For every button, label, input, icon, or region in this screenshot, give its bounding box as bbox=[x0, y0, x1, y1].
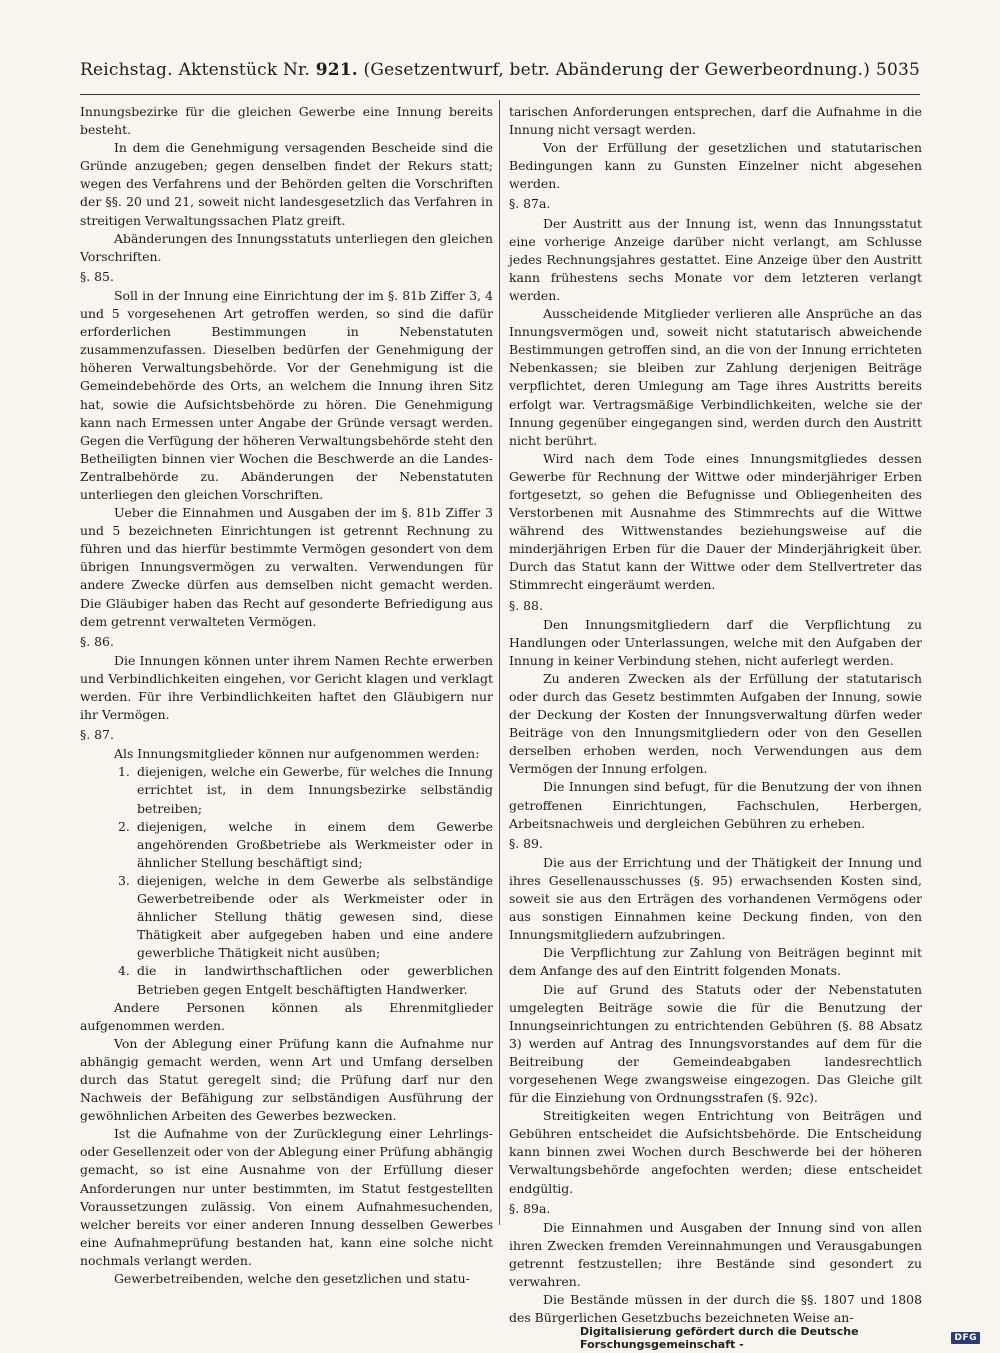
list-text: diejenigen, welche ein Gewerbe, für welches die Innung errichtet ist, in dem Innungsbezirke selbständig betreiben; bbox=[137, 764, 493, 816]
list-item bbox=[80, 872, 493, 962]
paragraph: Innungsbezirke für die gleichen Gewerbe eine Innung bereits besteht. bbox=[80, 104, 493, 138]
header-number: 921. bbox=[315, 60, 358, 80]
paragraph: Von der Erfüllung der gesetzlichen und statutarischen Bedingungen kann zu Gunsten Einzelner nicht abgesehen werden. bbox=[509, 140, 922, 192]
paragraph: Als Innungsmitglieder können nur aufgenommen werden: bbox=[114, 746, 480, 762]
list-item bbox=[80, 818, 493, 872]
list-number: 4. bbox=[118, 963, 130, 979]
paragraph: Soll in der Innung eine Einrichtung der im §. 81b Ziffer 3, 4 und 5 vorgesehenen Art getroffen werden, so sind die dafür erforderlichen Bestimmungen in Nebenstatuten zusammenzufassen. Dieselben bedürfen der Genehmigung der höheren Verwaltungsbehörde. Vor der Genehmigung ist die Gemeindebehörde des Orts, an welchem die Innung ihren Sitz hat, sowie die Aufsichtsbehörde zu hören. Die Genehmigung kann nach Ermessen unter Angabe der Gründe versagt werden. Gegen die Verfügung der höheren Verwaltungsbehörde steht den Betheiligten binnen vier Wochen die Beschwerde an die Landes-Zentralbehörde zu. Abänderungen der Nebenstatuten unterliegen den gleichen Vorschriften. bbox=[80, 287, 493, 502]
section-heading: §. 86. bbox=[80, 633, 114, 649]
section-heading: §. 89. bbox=[509, 835, 543, 851]
paragraph: Ausscheidende Mitglieder verlieren alle Ansprüche an das Innungsvermögen und, soweit nicht statutarisch abweichende Bestimmungen getroffen sind, an die von der Innung errichteten Nebenkassen; sie bleiben zur Zahlung derjenigen Beiträge verpflichtet, deren Umlegung am Tage ihres Austritts bereits erfolgt war. Vertragsmäßige Verbindlichkeiten, welche sie der Innung gegenüber eingegangen sind, werden durch den Austritt nicht berührt. bbox=[509, 306, 922, 448]
section-heading: §. 88. bbox=[509, 597, 543, 613]
list-number: 3. bbox=[118, 872, 130, 888]
paragraph: tarischen Anforderungen entsprechen, darf die Aufnahme in die Innung nicht versagt werden. bbox=[509, 104, 922, 138]
paragraph: Die auf Grund des Statuts oder der Nebenstatuten umgelegten Beiträge sowie die für die Benutzung der Innungseinrichtungen zu entrichtenden Gebühren (§. 88 Absatz 3) werden auf Antrag des Innungsvorstandes auf dem für die Beitreibung der Gemeindeabgaben landesrechtlich vorgesehenen Wege zwangsweise eingezogen. Das Gleiche gilt für die Einziehung von Ordnungsstrafen (§. 92c). bbox=[509, 981, 922, 1106]
list-item bbox=[80, 763, 493, 817]
header-title: (Gesetzentwurf, betr. Abänderung der Gewerbeordnung.) bbox=[363, 60, 871, 80]
section-heading: §. 87. bbox=[80, 727, 114, 743]
paragraph: Der Austritt aus der Innung ist, wenn das Innungsstatut eine vorherige Anzeige darüber nicht verlangt, am Schlusse jedes Rechnungsjahres gestattet. Eine Anzeige über den Austritt kann frühestens sechs Monate vor dem letzteren verlangt werden. bbox=[509, 215, 922, 303]
paragraph: Andere Personen können als Ehrenmitglieder aufgenommen werden. bbox=[80, 999, 493, 1033]
section-heading: §. 87a. bbox=[509, 196, 551, 212]
digitization-footer bbox=[580, 1325, 980, 1351]
list-text: die in landwirthschaftlichen oder gewerblichen Betrieben gegen Entgelt beschäftigten Handwerker. bbox=[137, 963, 493, 997]
paragraph: Gewerbetreibenden, welche den gesetzlichen und statu- bbox=[114, 1271, 470, 1286]
page-number: 5035 bbox=[875, 60, 920, 80]
list-text: diejenigen, welche in einem dem Gewerbe angehörenden Großbetriebe als Werkmeister oder in ähnlicher Stellung beschäftigt sind; bbox=[137, 818, 493, 870]
paragraph: Die aus der Errichtung und der Thätigkeit der Innung und ihres Gesellenausschusses (§. 95) erwachsenden Kosten sind, soweit sie aus den Erträgen des vorhandenen Vermögens oder aus sonstigen Einnahmen keine Deckung finden, von den Innungsmitgliedern aufzubringen. bbox=[509, 854, 922, 943]
paragraph: Abänderungen des Innungsstatuts unterliegen den gleichen Vorschriften. bbox=[80, 230, 493, 264]
paragraph: Ist die Aufnahme von der Zurücklegung einer Lehrlings- oder Gesellenzeit oder von der Ablegung einer Prüfung abhängig gemacht, so ist eine Ausnahme von der Erfüllung dieser Anforderungen nur unter bestimmten, im Statut festgestellten Voraussetzungen zulässig. Von einem Aufnahmesuchenden, welcher bereits vor einer anderen Innung desselben Gewerbes eine Aufnahmeprüfung bestanden hat, kann eine solche nicht nochmals verlangt werden. bbox=[80, 1126, 493, 1268]
footer-text: Digitalisierung gefördert durch die Deutsche Forschungsgemeinschaft - bbox=[580, 1325, 859, 1351]
paragraph: Die Verpflichtung zur Zahlung von Beiträgen beginnt mit dem Anfange des auf den Eintritt folgenden Monats. bbox=[509, 945, 922, 979]
paragraph: Zu anderen Zwecken als der Erfüllung der statutarisch oder durch das Gesetz bestimmten Aufgaben der Innung, sowie der Deckung der Kosten der Innungsverwaltung dürfen weder Beiträge von den Innungsmitgliedern oder von den Gesellen derselben erhoben werden, noch Verwendungen aus dem Vermögen der Innung erfolgen. bbox=[509, 670, 922, 777]
paragraph: In dem die Genehmigung versagenden Bescheide sind die Gründe anzugeben; gegen denselben findet der Rekurs statt; wegen des Verfahrens und der Behörden gelten die Vorschriften der §§. 20 und 21, soweit nicht landesgesetzlich das Verfahren in streitigen Verwaltungssachen Platz greift. bbox=[80, 140, 493, 228]
header-left: Reichstag. bbox=[80, 60, 173, 80]
header-rule bbox=[80, 94, 920, 95]
paragraph: Die Einnahmen und Ausgaben der Innung sind von allen ihren Zwecken fremden Vereinnahmungen und Verausgabungen getrennt festzustellen; ihre Bestände sind gesondert zu verwahren. bbox=[509, 1219, 922, 1289]
right-column bbox=[509, 103, 922, 1327]
paragraph: Die Innungen können unter ihrem Namen Rechte erwerben und Verbindlichkeiten eingehen, vor Gericht klagen und verklagt werden. Für ihre Verbindlichkeiten haftet den Gläubigern nur ihr Vermögen. bbox=[80, 652, 493, 723]
membership-list bbox=[80, 763, 493, 998]
header-title-group bbox=[173, 60, 876, 80]
paragraph: Streitigkeiten wegen Entrichtung von Beiträgen und Gebühren entscheidet die Aufsichtsbehörde. Die Entscheidung kann binnen zwei Wochen durch Beschwerde bei der höheren Verwaltungsbehörde angefochten werden; diese entscheidet endgültig. bbox=[509, 1108, 922, 1196]
paragraph: Die Innungen sind befugt, für die Benutzung der von ihnen getroffenen Einrichtungen, Fachschulen, Herbergen, Arbeitsnachweis und dergleichen Gebühren zu erheben. bbox=[509, 779, 922, 831]
page-header bbox=[80, 60, 920, 88]
paragraph: Ueber die Einnahmen und Ausgaben der im §. 81b Ziffer 3 und 5 bezeichneten Einrichtungen ist getrennt Rechnung zu führen und das hierfür bestimmte Vermögen gesondert von dem übrigen Innungsvermögen zu verwalten. Verwendungen für andere Zwecke dürfen aus demselben nicht gemacht werden. Die Gläubiger haben das Recht auf gesonderte Befriedigung aus dem getrennt verwalteten Vermögen. bbox=[80, 505, 493, 629]
paragraph: Wird nach dem Tode eines Innungsmitgliedes dessen Gewerbe für Rechnung der Wittwe oder minderjähriger Erben fortgesetzt, so gehen die Befugnisse und Obliegenheiten des Verstorbenen mit Ausnahme des Stimmrechts auf die Wittwe während des Wittwenstandes beziehungsweise auf die minderjährigen Erben für die Dauer der Minderjährigkeit über. Durch das Statut kann der Wittwe oder dem Stellvertreter das Stimmrecht eingeräumt werden. bbox=[509, 450, 922, 593]
column-divider bbox=[499, 100, 500, 1225]
paragraph: Von der Ablegung einer Prüfung kann die Aufnahme nur abhängig gemacht werden, wenn Art und Umfang derselben durch das Statut geregelt sind; die Prüfung darf nur den Nachweis der Befähigung zur selbständigen Ausführung der gewöhnlichen Arbeiten des Gewerbes bezwecken. bbox=[80, 1035, 493, 1124]
header-label: Aktenstück Nr. bbox=[178, 60, 311, 80]
left-column bbox=[80, 103, 493, 1288]
section-heading: §. 89a. bbox=[509, 1200, 551, 1216]
list-text: diejenigen, welche in dem Gewerbe als selbständige Gewerbetreibende oder als Werkmeister oder in ähnlicher Stellung thätig gewesen sind, diese Thätigkeit aber aufgegeben haben und eine andere gewerbliche Thätigkeit nicht ausüben; bbox=[137, 872, 493, 961]
paragraph: Die Bestände müssen in der durch die §§. 1807 und 1808 des Bürgerlichen Gesetzbuchs bezeichneten Weise an- bbox=[509, 1292, 922, 1326]
paragraph: Den Innungsmitgliedern darf die Verpflichtung zu Handlungen oder Unterlassungen, welche mit den Aufgaben der Innung in keiner Verbindung stehen, nicht auferlegt werden. bbox=[509, 616, 922, 668]
dfg-logo-icon: DFG bbox=[951, 1332, 980, 1344]
list-number: 1. bbox=[118, 764, 130, 780]
section-heading: §. 85. bbox=[80, 268, 114, 284]
list-number: 2. bbox=[118, 818, 130, 834]
list-item bbox=[80, 962, 493, 998]
